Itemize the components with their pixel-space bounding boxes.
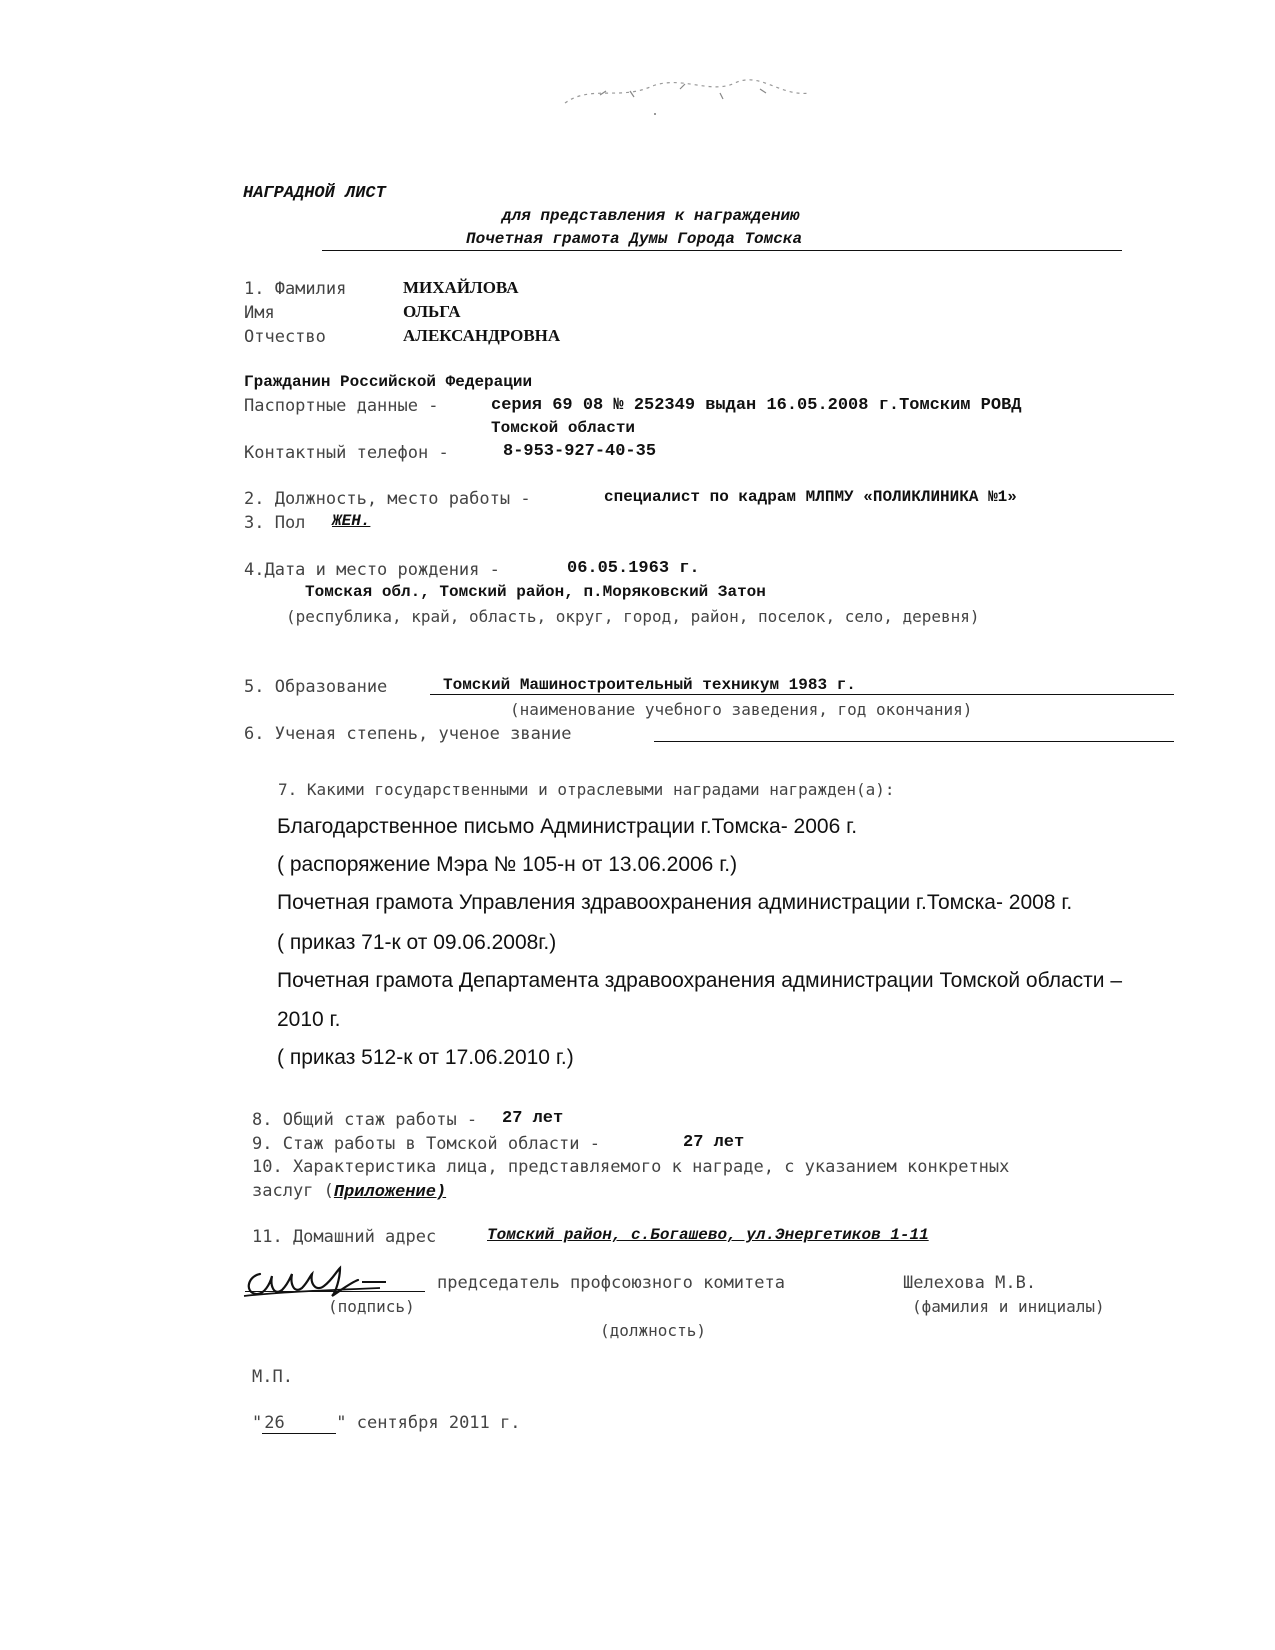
- region-experience-label: 9. Стаж работы в Томской области -: [252, 1134, 600, 1154]
- name-hint: (фамилия и инициалы): [912, 1297, 1105, 1316]
- appendix-link: Приложение): [333, 1183, 447, 1202]
- characteristic-line2: [252, 1181, 446, 1202]
- document-title: НАГРАДНОЙ ЛИСТ: [243, 184, 386, 203]
- date-open-quote: ": [252, 1413, 263, 1433]
- awards-label: 7. Какими государственными и отраслевыми наградами награжден(а):: [278, 780, 895, 799]
- birth-date: 06.05.1963 г.: [567, 559, 700, 578]
- date-day: 26: [262, 1413, 336, 1434]
- birth-hint: (республика, край, область, округ, город, район, поселок, село, деревня): [286, 607, 980, 626]
- characteristic-prefix: заслуг (: [252, 1181, 334, 1201]
- document-date: [252, 1413, 520, 1434]
- education-value: Томский Машиностроительный техникум 1983 г.: [443, 676, 856, 694]
- degree-label: 6. Ученая степень, ученое звание: [244, 724, 572, 744]
- education-label: 5. Образование: [244, 677, 388, 697]
- signature-line: [245, 1291, 425, 1292]
- sex-value: ЖЕН.: [332, 512, 371, 530]
- address-label: 11. Домашний адрес: [252, 1227, 437, 1247]
- award-line: Благодарственное письмо Администрации г.Томска- 2006 г.: [277, 815, 858, 838]
- surname-value: МИХАЙЛОВА: [403, 278, 519, 297]
- sex-label: 3. Пол: [244, 513, 306, 533]
- position-hint: (должность): [600, 1321, 706, 1340]
- signer-name: Шелехова М.В.: [903, 1273, 1037, 1293]
- passport-label: Паспортные данные -: [244, 396, 439, 416]
- award-line: Почетная грамота Управления здравоохранения администрации г.Томска- 2008 г.: [277, 891, 1073, 914]
- date-rest: " сентября 2011 г.: [336, 1413, 521, 1433]
- passport-value: серия 69 08 № 252349 выдан 16.05.2008 г.Томским РОВД: [491, 396, 1022, 415]
- phone-label: Контактный телефон -: [244, 443, 449, 463]
- award-line: Почетная грамота Департамента здравоохранения администрации Томской области –: [277, 969, 1122, 992]
- education-hint: (наименование учебного заведения, год окончания): [510, 700, 973, 719]
- surname-label: 1. Фамилия: [244, 279, 347, 299]
- award-line: 2010 г.: [277, 1008, 341, 1031]
- purpose-line: для представления к награждению: [502, 207, 800, 225]
- region-experience-value: 27 лет: [683, 1133, 745, 1152]
- stamp-place: М.П.: [252, 1367, 293, 1387]
- education-underline: [430, 694, 1174, 695]
- name-label: Имя: [244, 303, 275, 323]
- patronymic-value: АЛЕКСАНДРОВНА: [403, 326, 561, 345]
- degree-underline: [654, 741, 1174, 742]
- award-line: ( приказ 512-к от 17.06.2010 г.): [277, 1046, 574, 1069]
- signature-hint: (подпись): [328, 1297, 415, 1316]
- header-underline: [322, 250, 1122, 251]
- faint-stamp-mark: [560, 75, 820, 115]
- handwritten-signature: [240, 1262, 430, 1302]
- total-experience-label: 8. Общий стаж работы -: [252, 1110, 478, 1130]
- position-label: 2. Должность, место работы -: [244, 489, 531, 509]
- total-experience-value: 27 лет: [502, 1109, 564, 1128]
- patronymic-label: Отчество: [244, 327, 326, 347]
- phone-value: 8-953-927-40-35: [503, 442, 657, 461]
- award-name: Почетная грамота Думы Города Томска: [466, 230, 803, 248]
- address-value: Томский район, с.Богашево, ул.Энергетиков 1-11: [487, 1226, 929, 1244]
- citizenship: Гражданин Российской Федерации: [244, 373, 533, 391]
- passport-value-line2: Томской области: [491, 419, 636, 437]
- birth-label: 4.Дата и место рождения -: [244, 560, 500, 580]
- position-value: специалист по кадрам МЛПМУ «ПОЛИКЛИНИКА №1»: [604, 488, 1017, 506]
- award-line: ( распоряжение Мэра № 105-н от 13.06.2006 г.): [277, 853, 738, 876]
- characteristic-line1: 10. Характеристика лица, представляемого к награде, с указанием конкретных: [252, 1157, 1010, 1177]
- birth-place: Томская обл., Томский район, п.Моряковский Затон: [305, 583, 766, 601]
- signer-position: председатель профсоюзного комитета: [437, 1273, 785, 1293]
- name-value: ОЛЬГА: [403, 302, 461, 321]
- award-line: ( приказ 71-к от 09.06.2008г.): [277, 931, 557, 954]
